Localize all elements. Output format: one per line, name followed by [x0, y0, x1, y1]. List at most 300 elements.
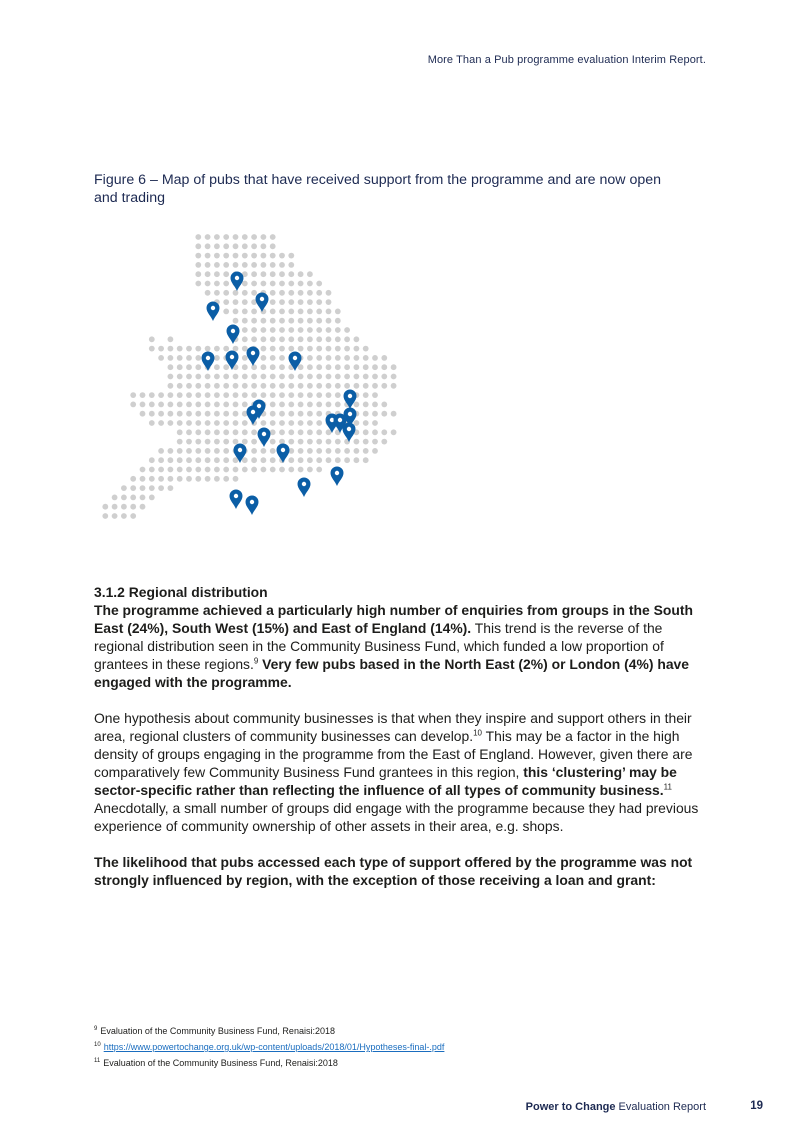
map-dot — [205, 374, 211, 380]
map-dot — [130, 504, 136, 510]
map-dot — [177, 383, 183, 389]
map-dot — [186, 402, 192, 408]
map-dot — [195, 253, 201, 259]
map-dot — [298, 299, 304, 305]
footnote-number: 10 — [94, 1042, 101, 1048]
map-dot — [298, 420, 304, 426]
map-dot — [316, 420, 322, 426]
map-dot — [195, 271, 201, 277]
map-dot — [233, 234, 239, 240]
map-dot — [186, 374, 192, 380]
map-dot — [326, 336, 332, 342]
map-dot — [279, 299, 285, 305]
map-dot — [251, 429, 257, 435]
pub-location-pin-icon — [331, 467, 344, 487]
body-text — [94, 583, 714, 889]
map-dot — [326, 457, 332, 463]
map-dot — [251, 271, 257, 277]
map-dot — [372, 374, 378, 380]
map-dot — [186, 467, 192, 473]
map-dot — [158, 355, 164, 361]
map-dot — [372, 402, 378, 408]
map-dot — [298, 374, 304, 380]
map-dot — [149, 402, 155, 408]
map-dot — [261, 374, 267, 380]
map-dot — [140, 467, 146, 473]
map-dot — [288, 429, 294, 435]
map-dot — [335, 448, 341, 454]
map-dot — [177, 420, 183, 426]
map-dot — [279, 271, 285, 277]
map-dot — [288, 383, 294, 389]
map-dot — [335, 364, 341, 370]
footnote-ref-9: 9 — [253, 656, 259, 666]
map-dot — [391, 374, 397, 380]
map-dot — [214, 253, 220, 259]
pub-location-pin-icon — [231, 272, 244, 292]
map-dot — [168, 457, 174, 463]
map-dot — [140, 476, 146, 482]
pub-location-pin-icon — [202, 352, 215, 372]
map-dot — [270, 420, 276, 426]
map-dot — [381, 402, 387, 408]
map-dot — [195, 243, 201, 249]
map-dot — [270, 457, 276, 463]
map-dot — [279, 262, 285, 268]
map-dot — [223, 364, 229, 370]
map-dot — [251, 383, 257, 389]
map-dot — [205, 290, 211, 296]
map-dot — [354, 439, 360, 445]
map-dot — [298, 429, 304, 435]
map-dot — [270, 392, 276, 398]
map-dot — [316, 448, 322, 454]
map-dot — [205, 457, 211, 463]
map-dot — [316, 336, 322, 342]
map-dot — [149, 336, 155, 342]
pub-location-pin-icon — [207, 302, 220, 322]
map-dot — [177, 457, 183, 463]
map-dot — [251, 262, 257, 268]
map-dot — [223, 253, 229, 259]
map-dot — [270, 411, 276, 417]
map-dot — [186, 429, 192, 435]
map-dot — [177, 476, 183, 482]
p2-bold-1: this ‘clustering’ may be sector-specific rather than reflecting the influence of all types of community business. — [94, 764, 677, 798]
map-dot — [205, 243, 211, 249]
map-dot — [307, 457, 313, 463]
map-dot — [307, 327, 313, 333]
map-dot — [261, 448, 267, 454]
map-dot — [223, 439, 229, 445]
map-dot — [261, 243, 267, 249]
map-dot — [298, 411, 304, 417]
map-dot — [158, 467, 164, 473]
map-dot — [354, 364, 360, 370]
map-dot — [195, 402, 201, 408]
map-dot — [223, 374, 229, 380]
map-dot — [298, 318, 304, 324]
map-dot — [186, 476, 192, 482]
map-dot — [363, 420, 369, 426]
map-dot — [288, 392, 294, 398]
map-dot — [270, 262, 276, 268]
map-dot — [279, 467, 285, 473]
map-dot — [195, 448, 201, 454]
map-dot — [326, 392, 332, 398]
map-dot — [168, 420, 174, 426]
map-dot — [205, 234, 211, 240]
map-dot — [363, 383, 369, 389]
map-dot — [354, 383, 360, 389]
map-dot — [223, 429, 229, 435]
map-dot — [261, 318, 267, 324]
map-dot — [214, 364, 220, 370]
map-dot — [372, 411, 378, 417]
map-dot — [195, 346, 201, 352]
map-dot — [344, 355, 350, 361]
map-dot — [102, 513, 108, 519]
map-dot — [288, 271, 294, 277]
map-dot — [363, 346, 369, 352]
map-dot — [279, 420, 285, 426]
map-dot — [288, 336, 294, 342]
map-dot — [251, 309, 257, 315]
page-footer — [0, 1100, 800, 1116]
map-dot — [279, 383, 285, 389]
map-dot — [354, 355, 360, 361]
map-dot — [344, 383, 350, 389]
map-dot — [270, 448, 276, 454]
map-dot — [158, 448, 164, 454]
map-dot — [279, 281, 285, 287]
map-dot — [251, 281, 257, 287]
map-dot — [270, 439, 276, 445]
map-dot — [205, 420, 211, 426]
map-dot — [168, 355, 174, 361]
footer-brand-name: Power to Change — [525, 1101, 616, 1113]
map-dot — [381, 355, 387, 361]
map-dot — [298, 281, 304, 287]
map-dot — [112, 495, 118, 501]
map-dot — [242, 364, 248, 370]
map-dot — [270, 355, 276, 361]
map-dot — [391, 429, 397, 435]
map-dot — [381, 383, 387, 389]
map-dot — [242, 262, 248, 268]
map-dot — [363, 439, 369, 445]
map-dot — [307, 429, 313, 435]
map-dot — [261, 355, 267, 361]
map-dot — [195, 234, 201, 240]
map-dot — [261, 392, 267, 398]
map-dot — [372, 429, 378, 435]
map-dot — [223, 467, 229, 473]
map-dot — [242, 439, 248, 445]
map-dot — [223, 290, 229, 296]
running-header: More Than a Pub programme evaluation Interim Report. — [427, 54, 706, 66]
map-dot — [298, 271, 304, 277]
map-dot — [233, 420, 239, 426]
map-dot — [307, 392, 313, 398]
pub-location-pin-icon — [247, 406, 260, 426]
map-dot — [168, 411, 174, 417]
map-dot — [205, 262, 211, 268]
map-dot — [279, 411, 285, 417]
map-dot — [168, 402, 174, 408]
map-dot — [344, 374, 350, 380]
p2-text-2: This may be a factor in the high density of groups engaging in the programme from the East of England. However, given there are comparatively few Community Business Fund grantees in this region, — [94, 728, 693, 780]
map-dot — [270, 243, 276, 249]
map-dot — [223, 262, 229, 268]
map-dot — [242, 355, 248, 361]
map-dot — [270, 271, 276, 277]
map-dot — [335, 336, 341, 342]
map-dot — [279, 402, 285, 408]
map-dot — [251, 374, 257, 380]
map-dot — [223, 281, 229, 287]
map-dot — [121, 504, 127, 510]
map-dot — [140, 411, 146, 417]
map-dot — [270, 234, 276, 240]
map-dot — [121, 495, 127, 501]
map-dot — [205, 476, 211, 482]
map-dot — [223, 383, 229, 389]
map-dot — [316, 467, 322, 473]
map-dot — [251, 448, 257, 454]
map-dot — [354, 374, 360, 380]
map-dot — [177, 392, 183, 398]
map-dot — [223, 476, 229, 482]
map-dot — [316, 318, 322, 324]
map-dot — [112, 504, 118, 510]
map-dot — [121, 485, 127, 491]
map-dot — [214, 411, 220, 417]
map-dot — [205, 253, 211, 259]
map-dot — [149, 467, 155, 473]
map-dot — [242, 318, 248, 324]
map-dot — [354, 346, 360, 352]
map-dot — [288, 318, 294, 324]
map-dot — [158, 411, 164, 417]
map-dot — [344, 448, 350, 454]
map-dot — [149, 476, 155, 482]
map-dot — [279, 290, 285, 296]
map-dot — [307, 439, 313, 445]
p2-text-1: One hypothesis about community businesses is that when they inspire and support others in their area, regional clusters of community businesses can develop. — [94, 710, 692, 744]
map-dot — [177, 439, 183, 445]
map-dot — [233, 439, 239, 445]
map-dot — [261, 262, 267, 268]
footnote-link[interactable]: https://www.powertochange.org.uk/wp-content/uploads/2018/01/Hypotheses-final-.pdf — [103, 1042, 445, 1052]
map-dot — [270, 281, 276, 287]
pub-location-pin-icon — [343, 423, 356, 443]
map-dot — [233, 392, 239, 398]
map-dot — [316, 290, 322, 296]
map-dot — [326, 402, 332, 408]
pub-location-pin-icon — [277, 444, 290, 464]
map-dot — [205, 383, 211, 389]
map-dot — [288, 299, 294, 305]
map-dot — [298, 457, 304, 463]
map-dot — [316, 383, 322, 389]
map-dot — [140, 402, 146, 408]
map-dot — [298, 448, 304, 454]
map-dot — [279, 355, 285, 361]
map-dot — [168, 383, 174, 389]
map-dot — [288, 290, 294, 296]
map-dot — [195, 420, 201, 426]
map-dot — [186, 364, 192, 370]
map-dot — [223, 392, 229, 398]
map-dot — [261, 420, 267, 426]
map-dot — [326, 429, 332, 435]
map-dot — [270, 374, 276, 380]
map-dot — [344, 457, 350, 463]
map-dot — [363, 364, 369, 370]
map-dot — [186, 383, 192, 389]
map-dot — [177, 346, 183, 352]
map-dot — [307, 374, 313, 380]
map-dot — [177, 374, 183, 380]
map-dot — [391, 364, 397, 370]
map-dot — [251, 234, 257, 240]
map-dot — [316, 355, 322, 361]
map-dot — [102, 504, 108, 510]
map-dot — [130, 392, 136, 398]
map-dot — [335, 374, 341, 380]
pub-location-pin-icon — [230, 490, 243, 510]
figure-caption: Figure 6 – Map of pubs that have received support from the programme and are now open and trading — [94, 172, 662, 206]
map-dot — [130, 476, 136, 482]
map-dot — [335, 318, 341, 324]
map-dot — [149, 485, 155, 491]
map-dot — [205, 429, 211, 435]
map-dot — [279, 318, 285, 324]
map-dot — [363, 429, 369, 435]
map-dot — [288, 374, 294, 380]
map-dot — [195, 439, 201, 445]
map-dot — [279, 346, 285, 352]
map-dot — [158, 392, 164, 398]
map-dot — [242, 253, 248, 259]
map-dot — [270, 467, 276, 473]
map-dot — [261, 327, 267, 333]
map-dot — [130, 402, 136, 408]
paragraph-2 — [94, 709, 714, 835]
map-dot — [195, 476, 201, 482]
map-dot — [242, 309, 248, 315]
map-dot — [177, 467, 183, 473]
map-dot — [195, 281, 201, 287]
map-dot — [149, 411, 155, 417]
map-dot — [316, 327, 322, 333]
map-dot — [149, 495, 155, 501]
map-dot — [223, 448, 229, 454]
map-dot — [261, 383, 267, 389]
map-dot — [195, 364, 201, 370]
map-dot — [233, 262, 239, 268]
map-dot — [223, 234, 229, 240]
map-dot — [335, 346, 341, 352]
map-dot — [195, 411, 201, 417]
map-dot — [335, 402, 341, 408]
map-dot — [233, 253, 239, 259]
map-dot — [251, 392, 257, 398]
map-dot — [335, 457, 341, 463]
map-dot — [288, 253, 294, 259]
map-dot — [335, 392, 341, 398]
map-dot — [363, 374, 369, 380]
map-dot — [214, 457, 220, 463]
map-dot — [279, 336, 285, 342]
map-dot — [270, 364, 276, 370]
map-dot — [372, 355, 378, 361]
map-dot — [316, 457, 322, 463]
map-dot — [298, 402, 304, 408]
map-dot — [307, 411, 313, 417]
map-dot — [381, 429, 387, 435]
map-dot — [316, 392, 322, 398]
map-dot — [326, 355, 332, 361]
map-dot — [233, 467, 239, 473]
map-dot — [307, 290, 313, 296]
map-dot — [354, 402, 360, 408]
map-dot — [316, 346, 322, 352]
map-dot — [205, 281, 211, 287]
map-dot — [177, 429, 183, 435]
map-dot — [158, 485, 164, 491]
map-dot — [279, 364, 285, 370]
map-dot — [168, 374, 174, 380]
map-dot — [168, 336, 174, 342]
map-dot — [140, 504, 146, 510]
map-dot — [261, 336, 267, 342]
map-dot — [288, 281, 294, 287]
map-dot — [326, 346, 332, 352]
map-dot — [335, 383, 341, 389]
map-dot — [186, 411, 192, 417]
map-dot — [270, 346, 276, 352]
map-dot — [177, 411, 183, 417]
map-dot — [270, 290, 276, 296]
map-dot — [242, 402, 248, 408]
map-dot — [251, 318, 257, 324]
map-dot — [223, 271, 229, 277]
map-dot — [158, 476, 164, 482]
map-dot — [214, 271, 220, 277]
map-dot — [242, 420, 248, 426]
map-dot — [261, 234, 267, 240]
pub-location-pin-icon — [258, 428, 271, 448]
map-dot — [288, 262, 294, 268]
map-dot — [335, 355, 341, 361]
map-dot — [279, 392, 285, 398]
footnote-number: 9 — [94, 1026, 98, 1032]
footnote-ref-11: 11 — [663, 782, 672, 792]
map-dot — [288, 346, 294, 352]
map-dot — [186, 457, 192, 463]
p3-bold-1: The likelihood that pubs accessed each type of support offered by the programme was not strongly influenced by region, with the exception of those receiving a loan and grant: — [94, 854, 693, 888]
map-dot — [214, 346, 220, 352]
map-dot — [214, 402, 220, 408]
map-dot — [242, 327, 248, 333]
map-dot — [372, 439, 378, 445]
map-dot — [214, 290, 220, 296]
map-dot — [307, 364, 313, 370]
map-dot — [298, 392, 304, 398]
map-dot — [307, 383, 313, 389]
